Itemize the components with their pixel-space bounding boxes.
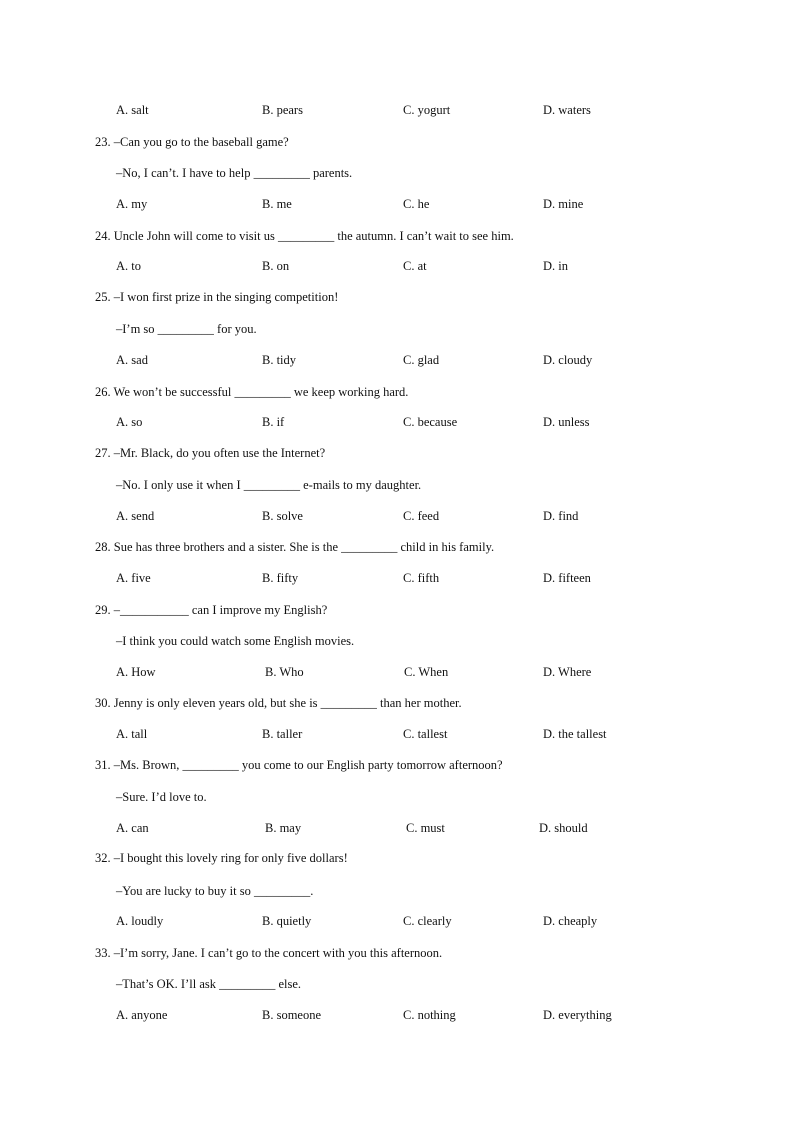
- option-a: A. anyone: [116, 1008, 168, 1022]
- dialogue-line: –No, I can’t. I have to help _________ parents.: [116, 166, 353, 180]
- option-d: D. cheaply: [543, 914, 598, 928]
- question-24: [0, 227, 794, 245]
- option-c: C. at: [403, 259, 427, 273]
- dialogue-line: –I’m so _________ for you.: [116, 322, 257, 336]
- option-c: C. yogurt: [403, 103, 451, 117]
- question-33: [0, 944, 794, 962]
- option-c: C. fifth: [403, 571, 440, 585]
- dialogue-line: –That’s OK. I’ll ask _________ else.: [116, 977, 302, 991]
- question-32: [0, 849, 794, 867]
- option-a: A. salt: [116, 103, 149, 117]
- option-c: C. because: [403, 415, 458, 429]
- question-stem: 25. –I won first prize in the singing competition!: [95, 290, 339, 304]
- option-b: B. on: [262, 259, 290, 273]
- options-row-q23: [0, 195, 794, 213]
- option-a: A. to: [116, 259, 141, 273]
- option-a: A. send: [116, 509, 155, 523]
- option-b: B. tidy: [262, 353, 297, 367]
- question-stem: 28. Sue has three brothers and a sister. She is the _________ child in his family.: [95, 540, 495, 554]
- option-d: D. Where: [543, 665, 592, 679]
- option-b: B. may: [265, 821, 302, 835]
- option-d: D. in: [543, 259, 568, 273]
- option-d: D. waters: [543, 103, 591, 117]
- options-row-q26: [0, 413, 794, 431]
- option-c: C. nothing: [403, 1008, 456, 1022]
- option-a: A. loudly: [116, 914, 164, 928]
- question-stem: 30. Jenny is only eleven years old, but she is _________ than her mother.: [95, 696, 462, 710]
- option-b: B. me: [262, 197, 292, 211]
- option-b: B. quietly: [262, 914, 312, 928]
- option-d: D. find: [543, 509, 579, 523]
- dialogue-line: –Sure. I’d love to.: [116, 790, 207, 804]
- option-b: B. fifty: [262, 571, 299, 585]
- option-b: B. someone: [262, 1008, 322, 1022]
- option-a: A. my: [116, 197, 148, 211]
- question-stem: 24. Uncle John will come to visit us _________ the autumn. I can’t wait to see him.: [95, 229, 514, 243]
- option-d: D. should: [539, 821, 588, 835]
- question-27: [0, 444, 794, 462]
- option-c: C. When: [404, 665, 449, 679]
- dialogue-line: –You are lucky to buy it so _________.: [116, 884, 314, 898]
- dialogue-line: –I think you could watch some English movies.: [116, 634, 355, 648]
- option-a: A. sad: [116, 353, 148, 367]
- dialogue-line: –No. I only use it when I _________ e-mails to my daughter.: [116, 478, 422, 492]
- option-d: D. fifteen: [543, 571, 591, 585]
- question-31: [0, 756, 794, 774]
- question-stem: 27. –Mr. Black, do you often use the Internet?: [95, 446, 326, 460]
- option-c: C. must: [406, 821, 445, 835]
- option-a: A. tall: [116, 727, 148, 741]
- option-c: C. feed: [403, 509, 440, 523]
- options-row-q29: [0, 663, 794, 681]
- option-c: C. he: [403, 197, 430, 211]
- option-c: C. tallest: [403, 727, 448, 741]
- option-b: B. Who: [265, 665, 304, 679]
- option-b: B. taller: [262, 727, 303, 741]
- question-28: [0, 538, 794, 556]
- option-a: A. can: [116, 821, 149, 835]
- question-23: [0, 133, 794, 151]
- question-stem: 26. We won’t be successful _________ we keep working hard.: [95, 385, 409, 399]
- option-c: C. glad: [403, 353, 440, 367]
- option-a: A. so: [116, 415, 143, 429]
- question-stem: 29. –___________ can I improve my English?: [95, 603, 328, 617]
- option-d: D. everything: [543, 1008, 612, 1022]
- options-row-q27: [0, 507, 794, 525]
- options-row-q25: [0, 351, 794, 369]
- option-d: D. mine: [543, 197, 584, 211]
- option-b: B. pears: [262, 103, 303, 117]
- question-stem: 33. –I’m sorry, Jane. I can’t go to the concert with you this afternoon.: [95, 946, 443, 960]
- question-29: [0, 601, 794, 619]
- option-b: B. solve: [262, 509, 303, 523]
- option-c: C. clearly: [403, 914, 452, 928]
- option-a: A. five: [116, 571, 151, 585]
- option-d: D. cloudy: [543, 353, 593, 367]
- option-d: D. the tallest: [543, 727, 607, 741]
- options-row-q32: [0, 912, 794, 930]
- question-stem: 23. –Can you go to the baseball game?: [95, 135, 289, 149]
- option-a: A. How: [116, 665, 156, 679]
- options-row-q31: [0, 819, 794, 837]
- question-26: [0, 383, 794, 401]
- question-30: [0, 694, 794, 712]
- options-row-q24: [0, 257, 794, 275]
- question-25: [0, 288, 794, 306]
- options-row-q22: [0, 101, 794, 119]
- option-d: D. unless: [543, 415, 590, 429]
- options-row-q30: [0, 725, 794, 743]
- options-row-q33: [0, 1006, 794, 1024]
- question-stem: 32. –I bought this lovely ring for only five dollars!: [95, 851, 348, 865]
- question-stem: 31. –Ms. Brown, _________ you come to our English party tomorrow afternoon?: [95, 758, 503, 772]
- options-row-q28: [0, 569, 794, 587]
- option-b: B. if: [262, 415, 285, 429]
